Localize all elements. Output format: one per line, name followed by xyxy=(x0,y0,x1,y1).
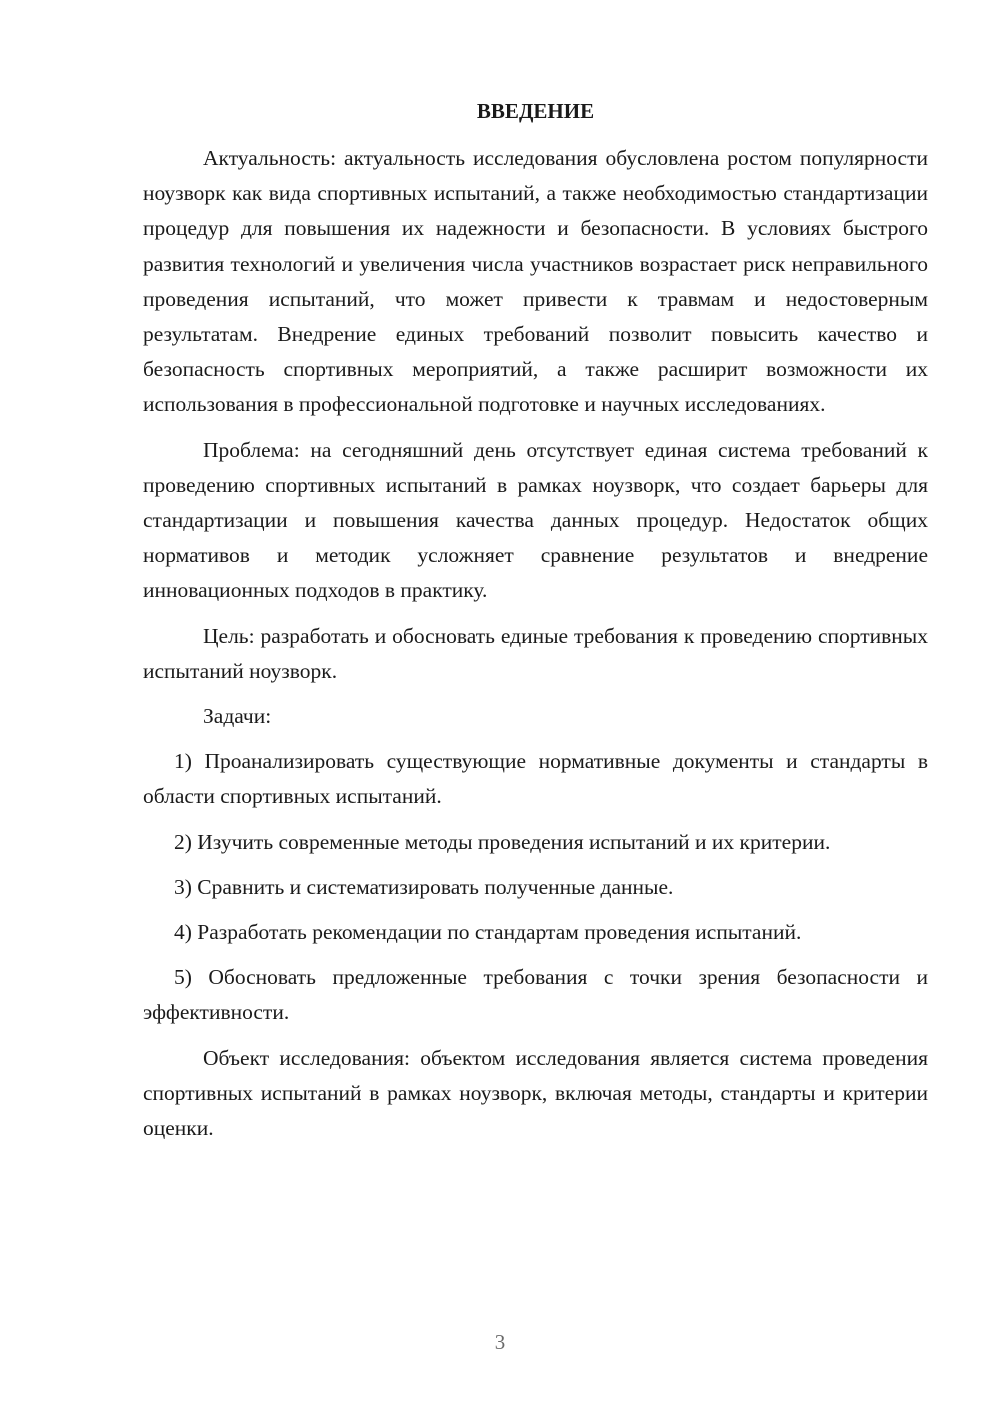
paragraph-goal: Цель: разработать и обосновать единые требования к проведению спортивных испытаний ноузворк. xyxy=(143,623,928,683)
paragraph-object: Объект исследования: объектом исследования является система проведения спортивных испытаний в рамках ноузворк, включая методы, стандарты и критерии оценки. xyxy=(143,1045,928,1141)
task-item: 1) Проанализировать существующие нормативные документы и стандарты в области спортивных испытаний. xyxy=(143,749,928,809)
page-number: 3 xyxy=(494,1330,506,1354)
paragraph-relevance: Актуальность: актуальность исследования обусловлена ростом популярности ноузворк как вида спортивных испытаний, а также необходимостью стандартизации процедур для повышения их надежности и безопасности. В условиях быстрого развития технологий и увеличения числа участников возрастает риск неправильного проведения испытаний, что может привести к травмам и недостоверным результатам. Внедрение единых требований позволит повысить качество и безопасность спортивных мероприятий, а также расширит возможности их использования в профессиональной подготовке и научных исследованиях. xyxy=(143,146,928,417)
document-title: ВВЕДЕНИЕ xyxy=(476,99,595,123)
tasks-heading: Задачи: xyxy=(203,704,272,729)
task-item: 2) Изучить современные методы проведения испытаний и их критерии. xyxy=(174,829,831,854)
task-item: 3) Сравнить и систематизировать полученные данные. xyxy=(174,874,674,899)
task-item: 4) Разработать рекомендации по стандартам проведения испытаний. xyxy=(174,920,802,945)
task-item: 5) Обосновать предложенные требования с точки зрения безопасности и эффективности. xyxy=(143,965,928,1025)
tasks-list xyxy=(143,744,928,1030)
paragraph-problem: Проблема: на сегодняшний день отсутствует единая система требований к проведению спортивных испытаний в рамках ноузворк, что создает барьеры для стандартизации и повышения качества данных процедур. Недостаток общих нормативов и методик усложняет сравнение результатов и внедрение инновационных подходов в практику. xyxy=(143,437,928,603)
document-body xyxy=(143,94,928,1156)
